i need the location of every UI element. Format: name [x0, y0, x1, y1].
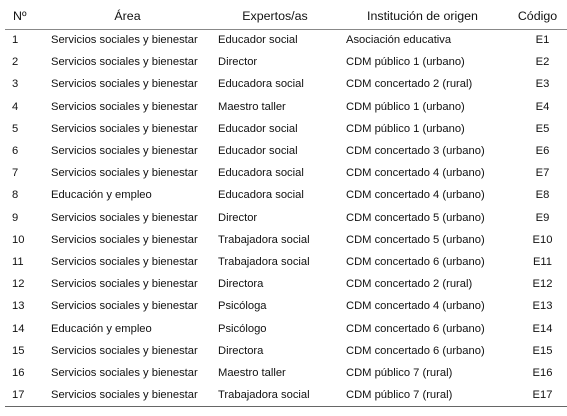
cell-area: Educación y empleo: [51, 322, 152, 335]
table-row: [5, 162, 567, 184]
cell-area: Educación y empleo: [51, 189, 152, 202]
cell-n: 2: [12, 56, 19, 69]
table-row: [5, 184, 567, 206]
cell-institucion: Asociación educativa: [346, 34, 452, 47]
cell-institucion: CDM concertado 5 (urbano): [346, 233, 485, 246]
cell-expertos: Maestro taller: [218, 366, 286, 379]
table-row: [5, 73, 567, 95]
cell-codigo: E15: [532, 344, 553, 357]
cell-expertos: Educadora social: [218, 78, 304, 91]
table-row: [5, 317, 567, 339]
table-body: [5, 29, 567, 406]
cell-n: 12: [12, 278, 25, 291]
table-row: [5, 207, 567, 229]
cell-institucion: CDM público 7 (rural): [339, 384, 506, 406]
cell-expertos: Trabajadora social: [211, 384, 339, 406]
cell-institucion: CDM concertado 6 (urbano): [346, 255, 485, 268]
cell-n: 4: [12, 100, 19, 113]
cell-area: Servicios sociales y bienestar: [51, 255, 198, 268]
header-area: Área: [44, 4, 211, 29]
header-codigo: Código: [506, 4, 567, 29]
cell-expertos: Director: [218, 211, 258, 224]
cell-institucion: CDM público 1 (urbano): [346, 122, 465, 135]
table-row: [5, 96, 567, 118]
cell-expertos: Educador social: [218, 145, 298, 158]
cell-codigo: E6: [535, 145, 550, 158]
table-header-row: [5, 4, 567, 29]
cell-expertos: Psicóloga: [218, 300, 267, 313]
header-institucion: Institución de origen: [339, 4, 506, 29]
cell-institucion: CDM concertado 6 (urbano): [346, 344, 485, 357]
cell-codigo: E11: [532, 255, 553, 268]
cell-area: Servicios sociales y bienestar: [51, 233, 198, 246]
cell-n: 14: [12, 322, 25, 335]
cell-codigo: E1: [535, 34, 550, 47]
cell-institucion: CDM concertado 5 (urbano): [346, 211, 485, 224]
cell-codigo: E8: [535, 189, 550, 202]
header-n: Nº: [5, 4, 44, 29]
cell-n: 10: [12, 233, 25, 246]
cell-codigo: E12: [532, 278, 553, 291]
cell-institucion: CDM público 1 (urbano): [346, 56, 465, 69]
cell-expertos: Educador social: [218, 34, 298, 47]
table-row: [5, 295, 567, 317]
cell-expertos: Educadora social: [218, 167, 304, 180]
cell-expertos: Director: [218, 56, 258, 69]
cell-codigo: E17: [506, 384, 567, 406]
cell-n: 3: [12, 78, 19, 91]
experts-table: [5, 4, 567, 407]
table-row: [5, 229, 567, 251]
table-row: [5, 118, 567, 140]
cell-area: Servicios sociales y bienestar: [51, 167, 198, 180]
cell-institucion: CDM concertado 2 (rural): [346, 78, 473, 91]
cell-expertos: Psicólogo: [218, 322, 267, 335]
cell-expertos: Maestro taller: [218, 100, 286, 113]
table-row: [5, 273, 567, 295]
cell-area: Servicios sociales y bienestar: [51, 145, 198, 158]
cell-n: 1: [12, 34, 19, 47]
cell-codigo: E2: [535, 56, 550, 69]
cell-expertos: Directora: [218, 278, 264, 291]
table-row: [5, 51, 567, 73]
cell-n: 16: [12, 366, 25, 379]
cell-expertos: Trabajadora social: [218, 255, 310, 268]
cell-institucion: CDM concertado 4 (urbano): [346, 300, 485, 313]
cell-area: Servicios sociales y bienestar: [51, 366, 198, 379]
table-row: [5, 340, 567, 362]
cell-area: Servicios sociales y bienestar: [51, 78, 198, 91]
cell-area: Servicios sociales y bienestar: [51, 211, 198, 224]
cell-area: Servicios sociales y bienestar: [51, 344, 198, 357]
table-row: [5, 251, 567, 273]
cell-n: 17: [5, 384, 44, 406]
cell-area: Servicios sociales y bienestar: [51, 300, 198, 313]
cell-codigo: E7: [535, 167, 550, 180]
cell-expertos: Educadora social: [218, 189, 304, 202]
cell-institucion: CDM público 1 (urbano): [346, 100, 465, 113]
cell-area: Servicios sociales y bienestar: [51, 56, 198, 69]
cell-area: Servicios sociales y bienestar: [44, 384, 211, 406]
cell-codigo: E13: [532, 300, 553, 313]
cell-codigo: E3: [535, 78, 550, 91]
cell-n: 11: [12, 255, 24, 268]
cell-area: Servicios sociales y bienestar: [51, 100, 198, 113]
cell-n: 8: [12, 189, 19, 202]
cell-codigo: E5: [535, 122, 550, 135]
cell-n: 9: [12, 211, 19, 224]
cell-n: 6: [12, 145, 19, 158]
cell-institucion: CDM concertado 3 (urbano): [346, 145, 485, 158]
cell-expertos: Trabajadora social: [218, 233, 310, 246]
cell-area: Servicios sociales y bienestar: [51, 278, 198, 291]
cell-codigo: E10: [532, 233, 553, 246]
header-expertos: Expertos/as: [211, 4, 339, 29]
cell-n: 7: [12, 167, 19, 180]
cell-institucion: CDM público 7 (rural): [346, 366, 453, 379]
cell-n: 13: [12, 300, 25, 313]
table-row: [5, 29, 567, 51]
cell-codigo: E4: [535, 100, 550, 113]
table-row: [5, 362, 567, 384]
table-row: [5, 140, 567, 162]
cell-institucion: CDM concertado 2 (rural): [346, 278, 473, 291]
experts-table-container: [5, 4, 561, 407]
table-row: [5, 384, 567, 406]
cell-codigo: E16: [532, 366, 553, 379]
cell-area: Servicios sociales y bienestar: [51, 122, 198, 135]
cell-n: 5: [12, 122, 19, 135]
cell-expertos: Educador social: [218, 122, 298, 135]
cell-n: 15: [12, 344, 25, 357]
cell-institucion: CDM concertado 4 (urbano): [346, 167, 485, 180]
cell-codigo: E9: [535, 211, 550, 224]
cell-expertos: Directora: [218, 344, 264, 357]
cell-institucion: CDM concertado 4 (urbano): [346, 189, 485, 202]
cell-institucion: CDM concertado 6 (urbano): [346, 322, 485, 335]
cell-codigo: E14: [532, 322, 553, 335]
cell-area: Servicios sociales y bienestar: [51, 34, 198, 47]
